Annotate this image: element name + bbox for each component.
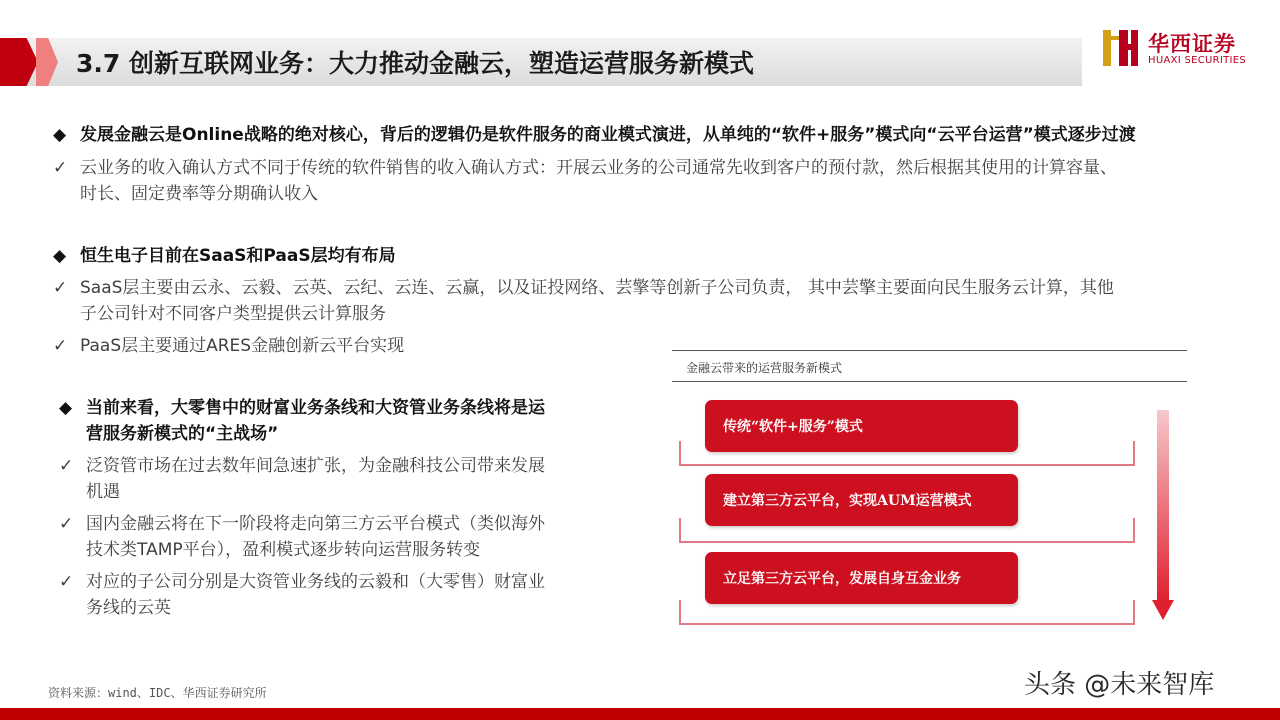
- bullet-point: [53, 335, 405, 357]
- diagram-title: 金融云带来的运营服务新模式: [686, 361, 843, 375]
- page-title: 3.7 创新互联网业务：大力推动金融云，塑造运营服务新模式: [76, 49, 754, 78]
- bullet-text-line: SaaS层主要由云永、云毅、云英、云纪、云连、云赢，以及证投网络、芸擎等创新子公司负责， 其中芸擎主要面向民生服务云计算，其他: [80, 278, 1114, 298]
- bullet-point-continued: [80, 183, 318, 205]
- section-heading-continued: [86, 423, 278, 445]
- bullet-point: [59, 513, 545, 535]
- header-tab-dark: [0, 38, 38, 86]
- watermark: 头条 @未来智库: [1024, 670, 1215, 700]
- bullet-text-line: 对应的子公司分别是大资管业务线的云毅和（大零售）财富业: [86, 572, 545, 592]
- source-note: 资料来源：wind、IDC、华西证券研究所: [48, 686, 267, 700]
- section-heading: [59, 397, 545, 419]
- bullet-text-line: 泛资管市场在过去数年间急速扩张，为金融科技公司带来发展: [86, 456, 545, 476]
- diamond-bullet-icon: ◆: [53, 125, 67, 145]
- diamond-bullet-icon: ◆: [59, 398, 73, 418]
- step-box-2: 建立第三方云平台，实现AUM运营模式: [705, 474, 1018, 526]
- diagram-top-rule: [672, 350, 1187, 351]
- bullet-text-line: 机遇: [86, 482, 120, 502]
- check-mark-icon: ✓: [59, 514, 74, 534]
- check-mark-icon: ✓: [53, 278, 68, 298]
- diagram-title-rule: [672, 381, 1187, 382]
- section-heading-text: 恒生电子目前在SaaS和PaaS层均有布局: [80, 246, 396, 266]
- check-mark-icon: ✓: [53, 336, 68, 356]
- bullet-text-line: 时长、固定费率等分期确认收入: [80, 184, 318, 204]
- check-mark-icon: ✓: [59, 456, 74, 476]
- bullet-text-line: PaaS层主要通过ARES金融创新云平台实现: [80, 336, 405, 356]
- bullet-point-continued: [86, 597, 171, 619]
- bullet-text-line: 国内金融云将在下一阶段将走向第三方云平台模式（类似海外: [86, 514, 545, 534]
- bullet-point: [53, 157, 1117, 179]
- logo-chinese-name: 华西证券: [1148, 31, 1236, 56]
- bullet-point-continued: [86, 539, 480, 561]
- section-heading-text: 营服务新模式的“主战场”: [86, 424, 279, 444]
- header-tab-light: [36, 38, 58, 86]
- bullet-text-line: 云业务的收入确认方式不同于传统的软件销售的收入确认方式：开展云业务的公司通常先收到客户的预付款，然后根据其使用的计算容量、: [80, 158, 1117, 178]
- bullet-text-line: 子公司针对不同客户类型提供云计算服务: [80, 304, 386, 324]
- bullet-point: [59, 455, 545, 477]
- step-box-3: 立足第三方云平台，发展自身互金业务: [705, 552, 1018, 604]
- section-heading: [53, 245, 396, 267]
- bullet-point-continued: [86, 481, 120, 503]
- bottom-bar: [0, 708, 1280, 720]
- company-logo: [1102, 28, 1272, 70]
- section-heading-text: 发展金融云是Online战略的绝对核心，背后的逻辑仍是软件服务的商业模式演进，从单纯的“软件+服务”模式向“云平台运营”模式逐步过渡: [80, 125, 1136, 145]
- bullet-text-line: 技术类TAMP平台），盈利模式逐步转向运营服务转变: [86, 540, 481, 560]
- section-heading-text: 当前来看，大零售中的财富业务条线和大资管业务条线将是运: [86, 398, 545, 418]
- section-heading: [53, 124, 1136, 146]
- bullet-point: [53, 277, 1114, 299]
- check-mark-icon: ✓: [59, 572, 74, 592]
- check-mark-icon: ✓: [53, 158, 68, 178]
- huaxi-logo-icon: [1102, 28, 1140, 68]
- bullet-point: [59, 571, 545, 593]
- step-box-1: 传统“软件+服务”模式: [705, 400, 1018, 452]
- down-arrow-icon: [1152, 410, 1174, 620]
- logo-english-name: HUAXI SECURITIES: [1148, 55, 1247, 66]
- diamond-bullet-icon: ◆: [53, 246, 67, 266]
- bullet-point-continued: [80, 303, 386, 325]
- bullet-text-line: 务线的云英: [86, 598, 171, 618]
